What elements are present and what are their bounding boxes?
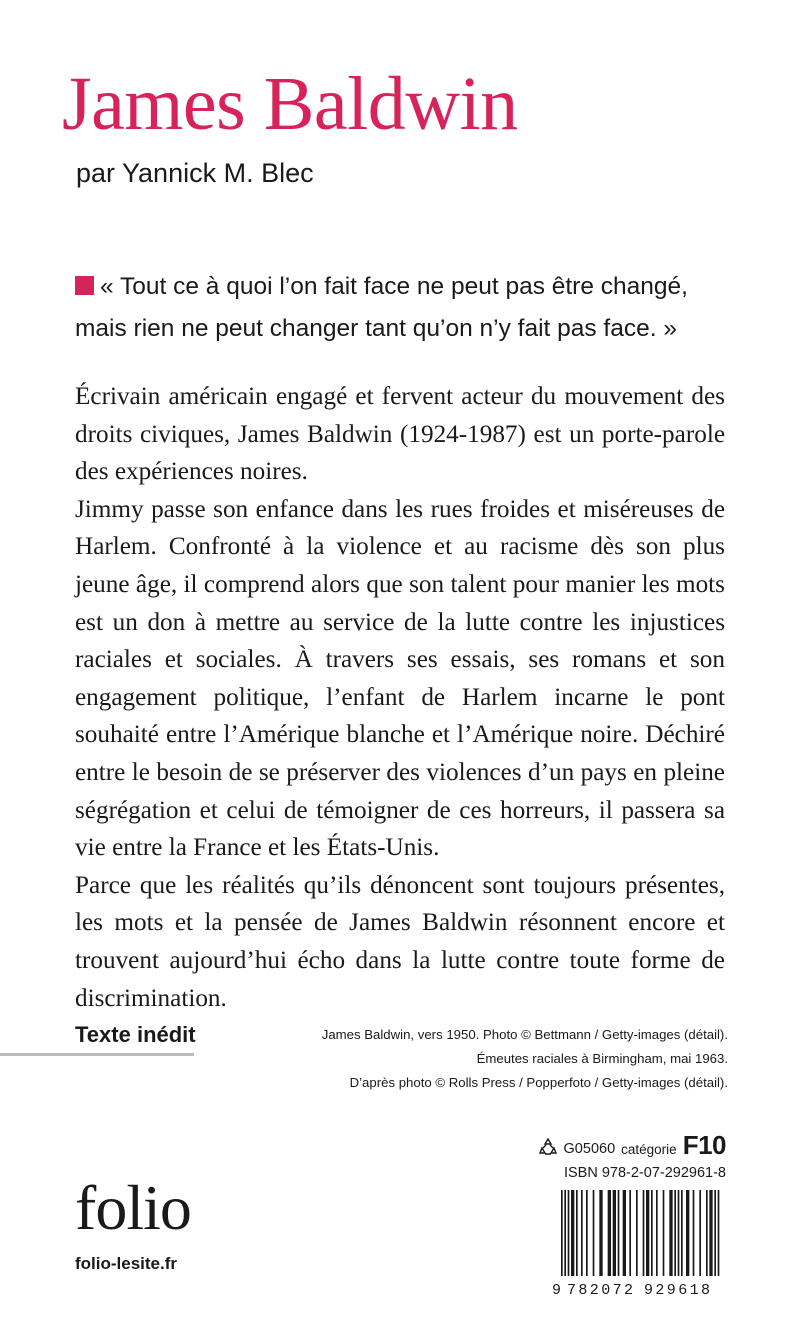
barcode-digits-left: 782072 <box>567 1282 633 1296</box>
barcode-bar <box>651 1190 653 1276</box>
barcode-bar <box>699 1190 701 1276</box>
barcode-bar <box>706 1190 708 1276</box>
barcode-bar <box>613 1190 616 1276</box>
recycle-icon <box>538 1137 558 1157</box>
barcode-bar <box>629 1190 631 1276</box>
barcode-bar <box>693 1190 695 1276</box>
barcode-bar <box>643 1190 645 1276</box>
barcode <box>551 1190 725 1296</box>
credit-line: Émeutes raciales à Birmingham, mai 1963. <box>476 1051 728 1066</box>
barcode-bar <box>714 1190 716 1276</box>
quote-marker-square <box>75 276 94 295</box>
barcode-bar <box>623 1190 626 1276</box>
barcode-bar <box>681 1190 683 1276</box>
texte-inedit-label: Texte inédit <box>75 1022 196 1047</box>
barcode-bar <box>586 1190 588 1276</box>
barcode-bar <box>656 1190 658 1276</box>
category-label: catégorie <box>621 1142 677 1157</box>
credit-line: James Baldwin, vers 1950. Photo © Bettmann / Getty-images (détail). <box>321 1027 728 1042</box>
barcode-bar <box>561 1190 563 1276</box>
product-code-line <box>538 1130 726 1160</box>
quote-text: « Tout ce à quoi l’on fait face ne peut pas être changé, mais rien ne peut changer tant qu’on n’y fait pas face. » <box>75 273 688 342</box>
barcode-digit-prefix: 9 <box>552 1282 562 1296</box>
description-paragraph: Parce que les réalités qu’ils dénoncent sont toujours présentes, les mots et la pensée de James Baldwin résonnent encore et trouvent aujourd’hui écho dans la lutte contre toute forme de discrimination. <box>75 871 725 1012</box>
barcode-bar <box>564 1190 566 1276</box>
barcode-bar <box>593 1190 595 1276</box>
photo-credits <box>322 1023 728 1095</box>
barcode-bar <box>576 1190 578 1276</box>
barcode-bar <box>599 1190 602 1276</box>
barcode-bar <box>581 1190 583 1276</box>
barcode-bar <box>568 1190 570 1276</box>
category-code: F10 <box>682 1130 726 1160</box>
barcode-digits-right: 929618 <box>644 1282 710 1296</box>
barcode-bar <box>663 1190 665 1276</box>
divider-rule <box>0 1053 194 1056</box>
folio-logo: folio <box>75 1172 191 1243</box>
epigraph-quote <box>75 266 745 350</box>
description-paragraph: Jimmy passe son enfance dans les rues froides et miséreuses de Harlem. Confronté à la violence et au racisme dès son plus jeune âge, il comprend alors que son talent pour manier les mots est un don à mettre au service de la lutte contre les injustices raciales et sociales. À travers ses essais, ses romans et son engagement politique, l’enfant de Harlem incarne le pont souhaité entre l’Amérique blanche et l’Amérique noire. Déchiré entre le besoin de se préserver des violences d’un pays en pleine ségrégation et celui de témoigner de ces horreurs, il passera sa vie entre la France et les États-Unis. <box>75 495 725 862</box>
website-link[interactable]: folio-lesite.fr <box>75 1254 178 1273</box>
barcode-bar <box>709 1190 712 1276</box>
barcode-bar <box>678 1190 680 1276</box>
barcode-bar <box>618 1190 620 1276</box>
barcode-bar <box>669 1190 672 1276</box>
product-code: G05060 <box>563 1141 616 1157</box>
description-paragraph: Écrivain américain engagé et fervent acteur du mouvement des droits civiques, James Baldwin (1924-1987) est un porte-parole des expériences noires. <box>75 383 725 486</box>
author-byline: par Yannick M. Blec <box>76 158 314 188</box>
book-title: James Baldwin <box>62 62 518 146</box>
barcode-bar <box>646 1190 649 1276</box>
isbn-number: ISBN 978-2-07-292961-8 <box>563 1165 726 1181</box>
barcode-bar <box>718 1190 720 1276</box>
barcode-bar <box>636 1190 638 1276</box>
barcode-bar <box>686 1190 689 1276</box>
barcode-bars <box>561 1190 719 1276</box>
credit-line: D’après photo © Rolls Press / Popperfoto / Getty-images (détail). <box>349 1075 728 1090</box>
barcode-bar <box>608 1190 611 1276</box>
back-cover-description <box>75 378 725 1017</box>
barcode-bar <box>674 1190 676 1276</box>
barcode-bar <box>571 1190 574 1276</box>
